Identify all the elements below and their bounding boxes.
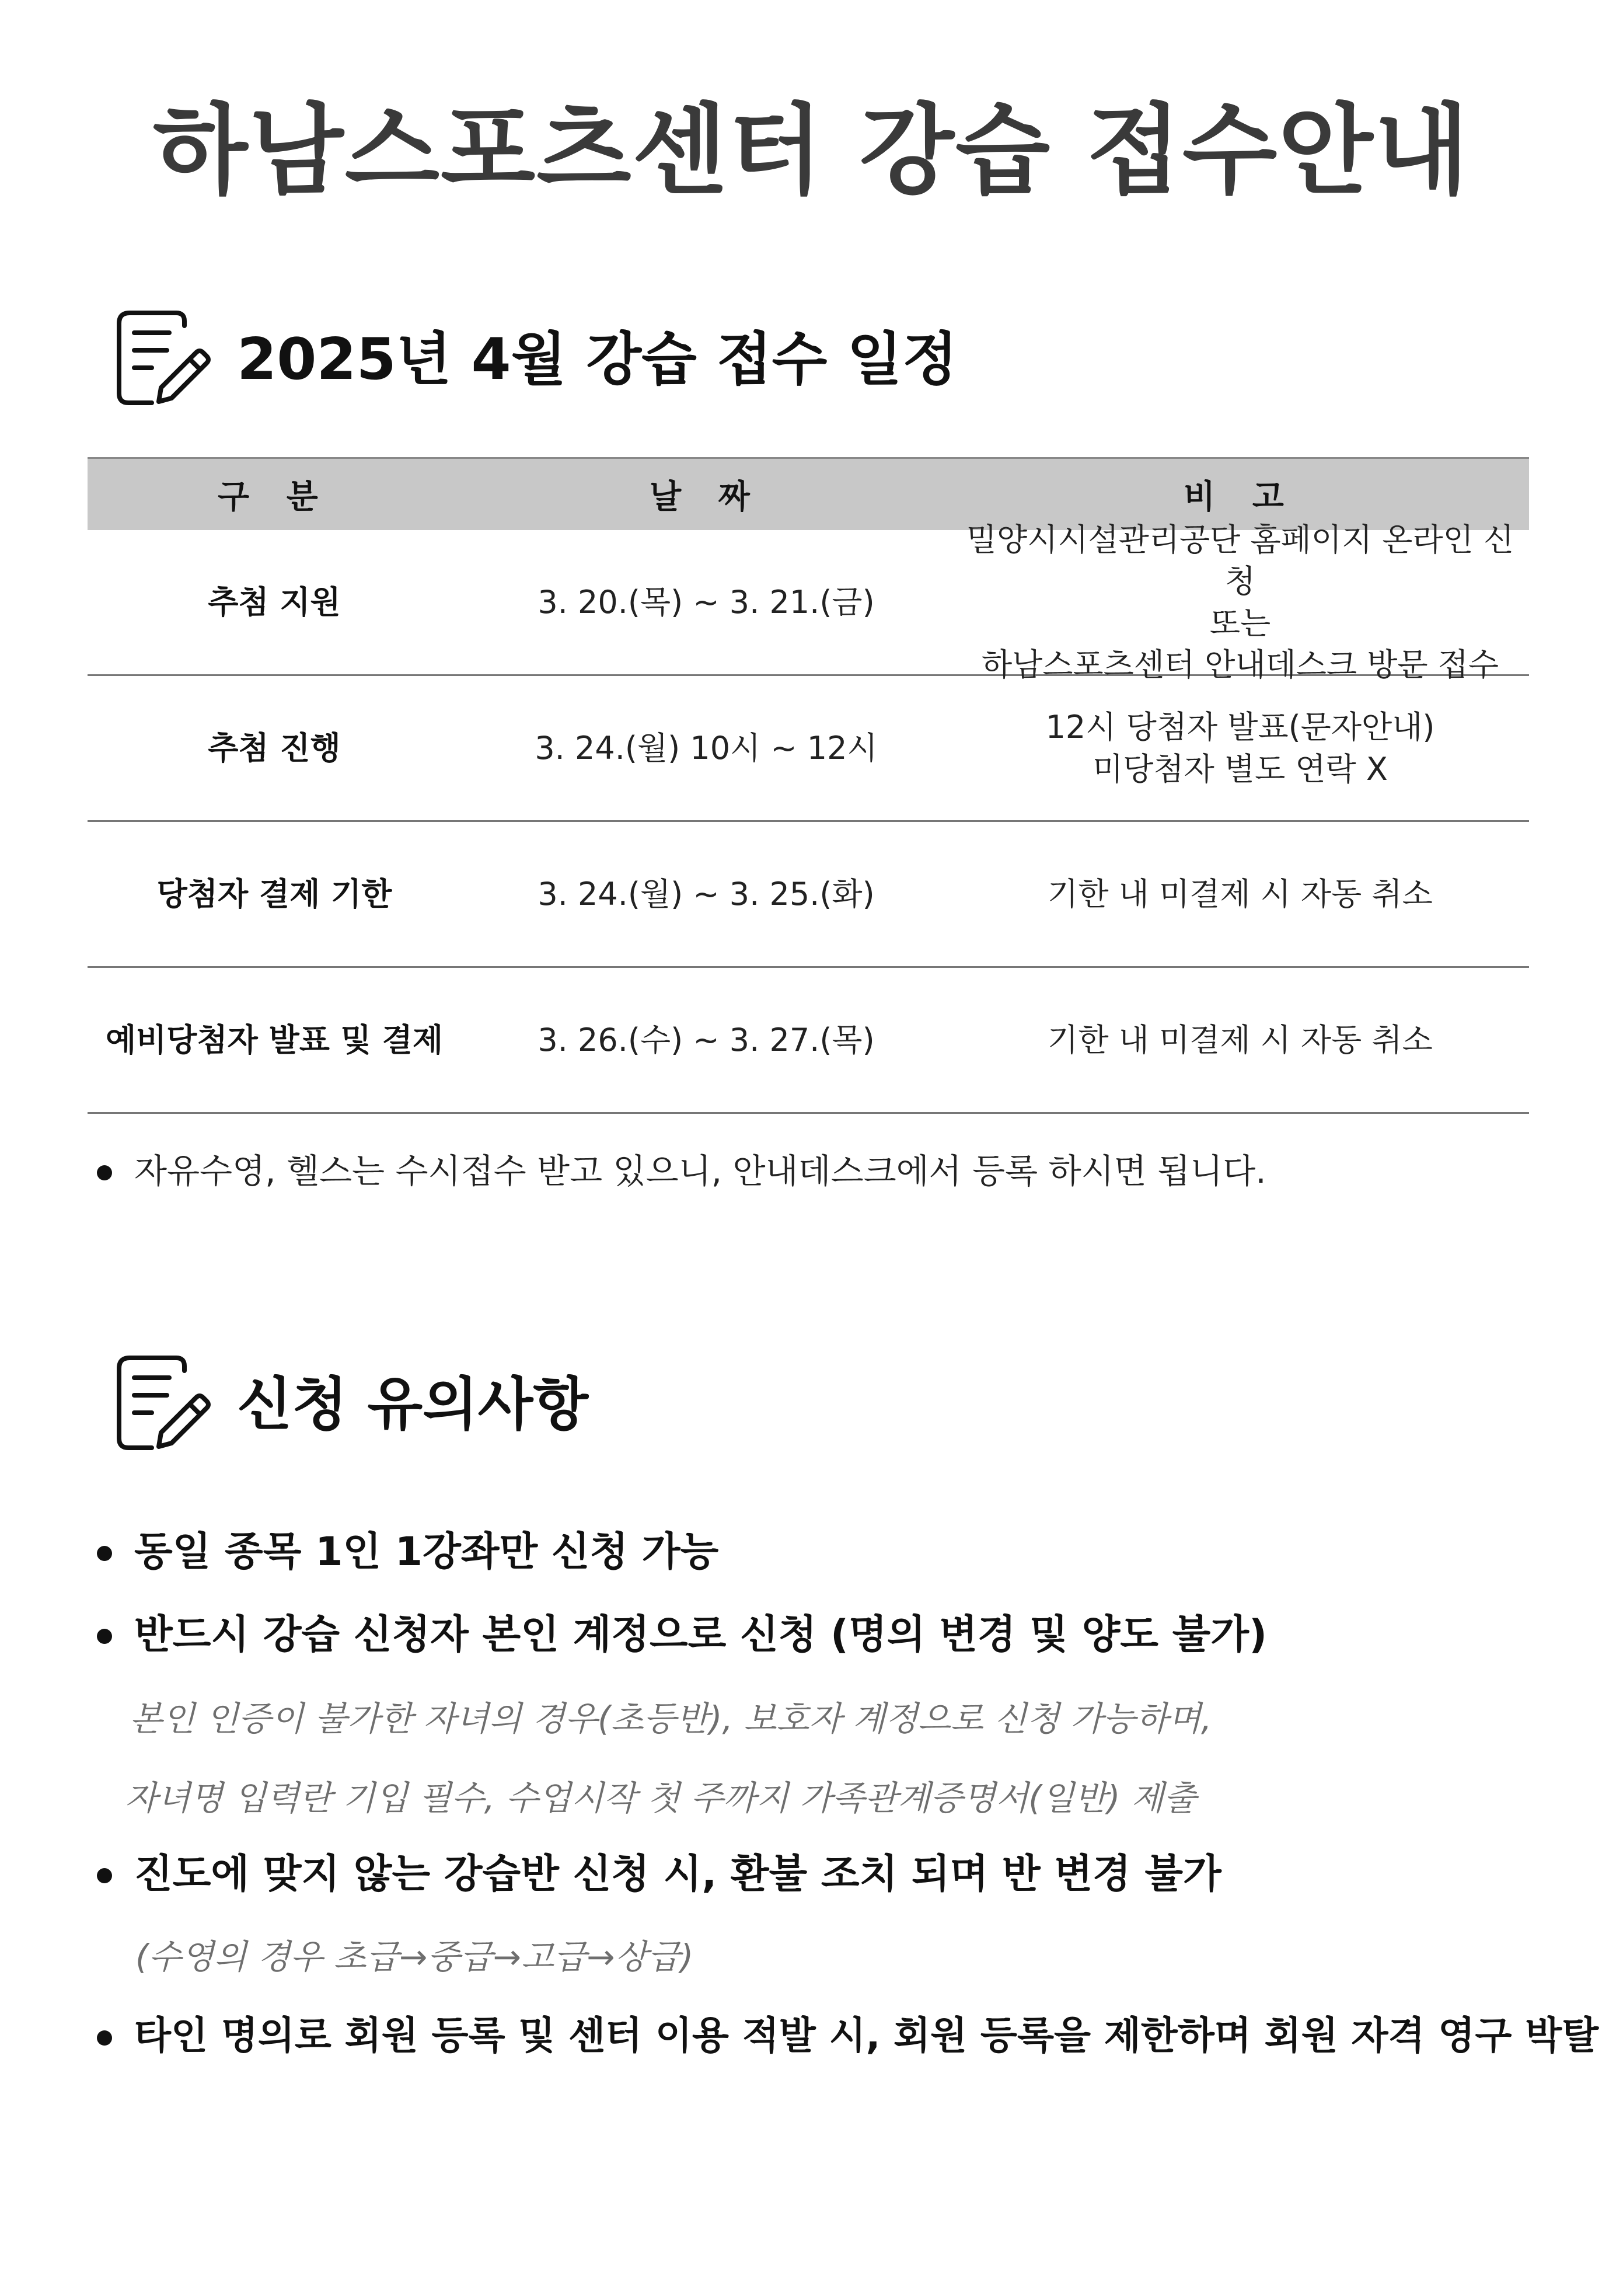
bullet-dot (97, 2030, 112, 2046)
row-note-line: 하남스포츠센터 안내데스크 방문 접수 (981, 646, 1499, 683)
schedule-heading-label: 2025년 4월 강습 접수 일정 (237, 326, 958, 393)
table-row (88, 521, 1529, 683)
notice-item-text: 반드시 강습 신청자 본인 계정으로 신청 (명의 변경 및 양도 불가) (134, 1612, 1268, 1658)
bullet-dot (97, 1868, 112, 1883)
column-header-category: 구 분 (218, 478, 331, 516)
table-row (88, 822, 1529, 968)
row-date: 3. 20.(목) ~ 3. 21.(금) (537, 583, 875, 621)
row-category: 예비당첨자 발표 및 결제 (105, 1021, 444, 1058)
schedule-table (88, 457, 1529, 1114)
row-date: 3. 24.(월) 10시 ~ 12시 (535, 729, 878, 767)
notices-heading-label: 신청 유의사항 (237, 1371, 589, 1438)
table-row (88, 676, 1529, 822)
row-note-line: 12시 당첨자 발표(문자안내) (1045, 709, 1435, 746)
bullet-dot (97, 1629, 112, 1644)
column-header-note: 비 고 (1184, 478, 1297, 516)
notice-item-text: 동일 종목 1인 1강좌만 신청 가능 (134, 1529, 719, 1575)
notice-item-subtext: 본인 인증이 불가한 자녀의 경우(초등반), 보호자 계정으로 신청 가능하며, (130, 1699, 1212, 1738)
bullet-dot (97, 1546, 112, 1561)
bullet-dot (97, 1165, 112, 1180)
row-category: 당첨자 결제 기한 (156, 875, 392, 912)
row-note-line: 미당첨자 별도 연락 X (1093, 750, 1388, 788)
page-title: 하남스포츠센터 강습 접수안내 (153, 93, 1470, 208)
row-note (951, 521, 1529, 683)
notice-item-subtext: (수영의 경우 초급→중급→고급→상급) (135, 1937, 694, 1977)
document-edit-icon (114, 1353, 214, 1452)
document-edit-icon (114, 308, 214, 407)
row-category: 추첨 지원 (208, 583, 341, 621)
row-date: 3. 24.(월) ~ 3. 25.(화) (537, 875, 875, 912)
table-row (88, 968, 1529, 1114)
row-note: 기한 내 미결제 시 자동 취소 (1048, 1021, 1433, 1058)
notice-item-subtext: 자녀명 입력란 기입 필수, 수업시작 첫 주까지 가족관계증명서(일반) 제출 (125, 1778, 1196, 1818)
row-note-line: 또는 (1209, 604, 1271, 642)
notice-item-text: 타인 명의로 회원 등록 및 센터 이용 적발 시, 회원 등록을 제한하며 회원 자격 영구 박탈 (134, 2013, 1599, 2058)
row-date: 3. 26.(수) ~ 3. 27.(목) (537, 1021, 875, 1058)
row-note: 기한 내 미결제 시 자동 취소 (1048, 875, 1433, 912)
row-note (951, 676, 1529, 820)
row-note-line: 밀양시시설관리공단 홈페이지 온라인 신청 (966, 521, 1514, 600)
row-category: 추첨 진행 (208, 729, 341, 767)
schedule-footnote-text: 자유수영, 헬스는 수시접수 받고 있으니, 안내데스크에서 등록 하시면 됩니다. (134, 1151, 1266, 1191)
notice-item-text: 진도에 맞지 않는 강습반 신청 시, 환불 조치 되며 반 변경 불가 (134, 1851, 1221, 1897)
column-header-date: 날 짜 (650, 478, 763, 516)
